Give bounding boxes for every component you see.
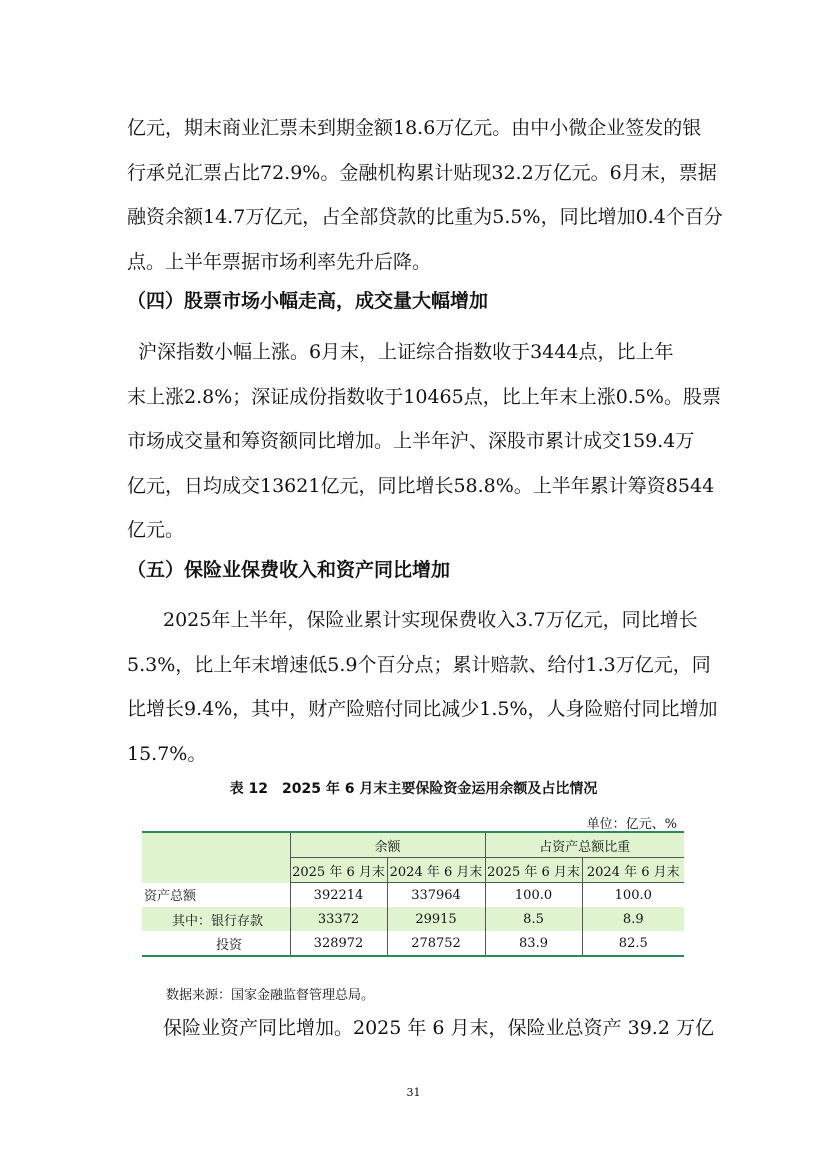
table-cell: 83.9 <box>485 931 582 956</box>
section-heading-insurance: （五）保险业保费收入和资产同比增加 <box>127 559 451 581</box>
text-line: 末上涨2.8%；深证成份指数收于10465点，比上年末上涨0.5%。股票 <box>127 385 721 408</box>
page-number: 31 <box>406 1086 421 1099</box>
table-header-row <box>142 832 684 858</box>
row-label: 投资 <box>142 931 290 956</box>
text-line: 点。上半年票据市场利率先升后降。 <box>127 250 432 273</box>
row-label: 其中：银行存款 <box>142 907 290 931</box>
table-cell: 29915 <box>387 907 485 931</box>
table-cell: 278752 <box>387 931 485 956</box>
table-cell: 100.0 <box>485 883 582 908</box>
text-line: 亿元，日均成交13621亿元，同比增长58.8%。上半年累计筹资8544 <box>127 474 715 497</box>
table-unit: 单位：亿元、% <box>586 817 677 832</box>
table-cell: 33372 <box>290 907 387 931</box>
text-line: 市场成交量和筹资额同比增加。上半年沪、深股市累计成交159.4万 <box>127 430 695 453</box>
text-line: 行承兑汇票占比72.9%。金融机构累计贴现32.2万亿元。6月末，票据 <box>127 161 717 184</box>
table-caption: 表 12 2025 年 6 月末主要保险资金运用余额及占比情况 <box>229 781 598 797</box>
subheader-cell: 2024 年 6 月末 <box>387 858 485 883</box>
table-row <box>142 907 684 931</box>
table-header-corner <box>142 832 290 883</box>
text-line: 保险业资产同比增加。2025 年 6 月末，保险业总资产 39.2 万亿 <box>163 1017 714 1039</box>
row-label: 资产总额 <box>144 889 197 905</box>
subheader-cell: 2025 年 6 月末 <box>485 858 582 883</box>
table-source-note: 数据来源：国家金融监督管理总局。 <box>166 988 375 1003</box>
table-cell: 392214 <box>290 883 387 908</box>
text-line: 15.7%。 <box>127 742 207 765</box>
paragraph-bill-market <box>127 106 723 284</box>
table-row <box>142 883 684 908</box>
text-line: 2025年上半年，保险业累计实现保费收入3.7万亿元，同比增长 <box>163 609 698 631</box>
text-line: 亿元。 <box>127 519 185 542</box>
table-cell: 8.5 <box>485 907 582 931</box>
table-cell: 337964 <box>387 883 485 908</box>
section-heading-stock-market: （四）股票市场小幅走高，成交量大幅增加 <box>127 290 489 312</box>
text-line: 融资余额14.7万亿元，占全部贷款的比重为5.5%，同比增加0.4个百分 <box>127 206 723 229</box>
table-cell: 328972 <box>290 931 387 956</box>
header-share-of-assets: 占资产总额比重 <box>485 832 684 858</box>
table-cell: 8.9 <box>582 907 684 931</box>
text-line: 比增长9.4%，其中，财产险赔付同比减少1.5%，人身险赔付同比增加 <box>127 698 718 721</box>
table-cell: 100.0 <box>582 883 684 908</box>
table-row <box>142 931 684 956</box>
text-line: 亿元，期末商业汇票未到期金额18.6万亿元。由中小微企业签发的银 <box>127 117 702 139</box>
header-balance: 余额 <box>290 832 485 858</box>
table-cell: 82.5 <box>582 931 684 956</box>
text-line: 沪深指数小幅上涨。6月末，上证综合指数收于3444点，比上年 <box>138 341 674 363</box>
insurance-fund-table <box>142 831 684 957</box>
paragraph-insurance <box>127 598 718 776</box>
subheader-cell: 2025 年 6 月末 <box>290 858 387 883</box>
paragraph-stock-market <box>127 330 721 553</box>
paragraph-insurance-assets <box>127 1006 714 1051</box>
text-line: 5.3%，比上年末增速低5.9个百分点；累计赔款、给付1.3万亿元，同 <box>127 653 711 676</box>
subheader-cell: 2024 年 6 月末 <box>582 858 684 883</box>
